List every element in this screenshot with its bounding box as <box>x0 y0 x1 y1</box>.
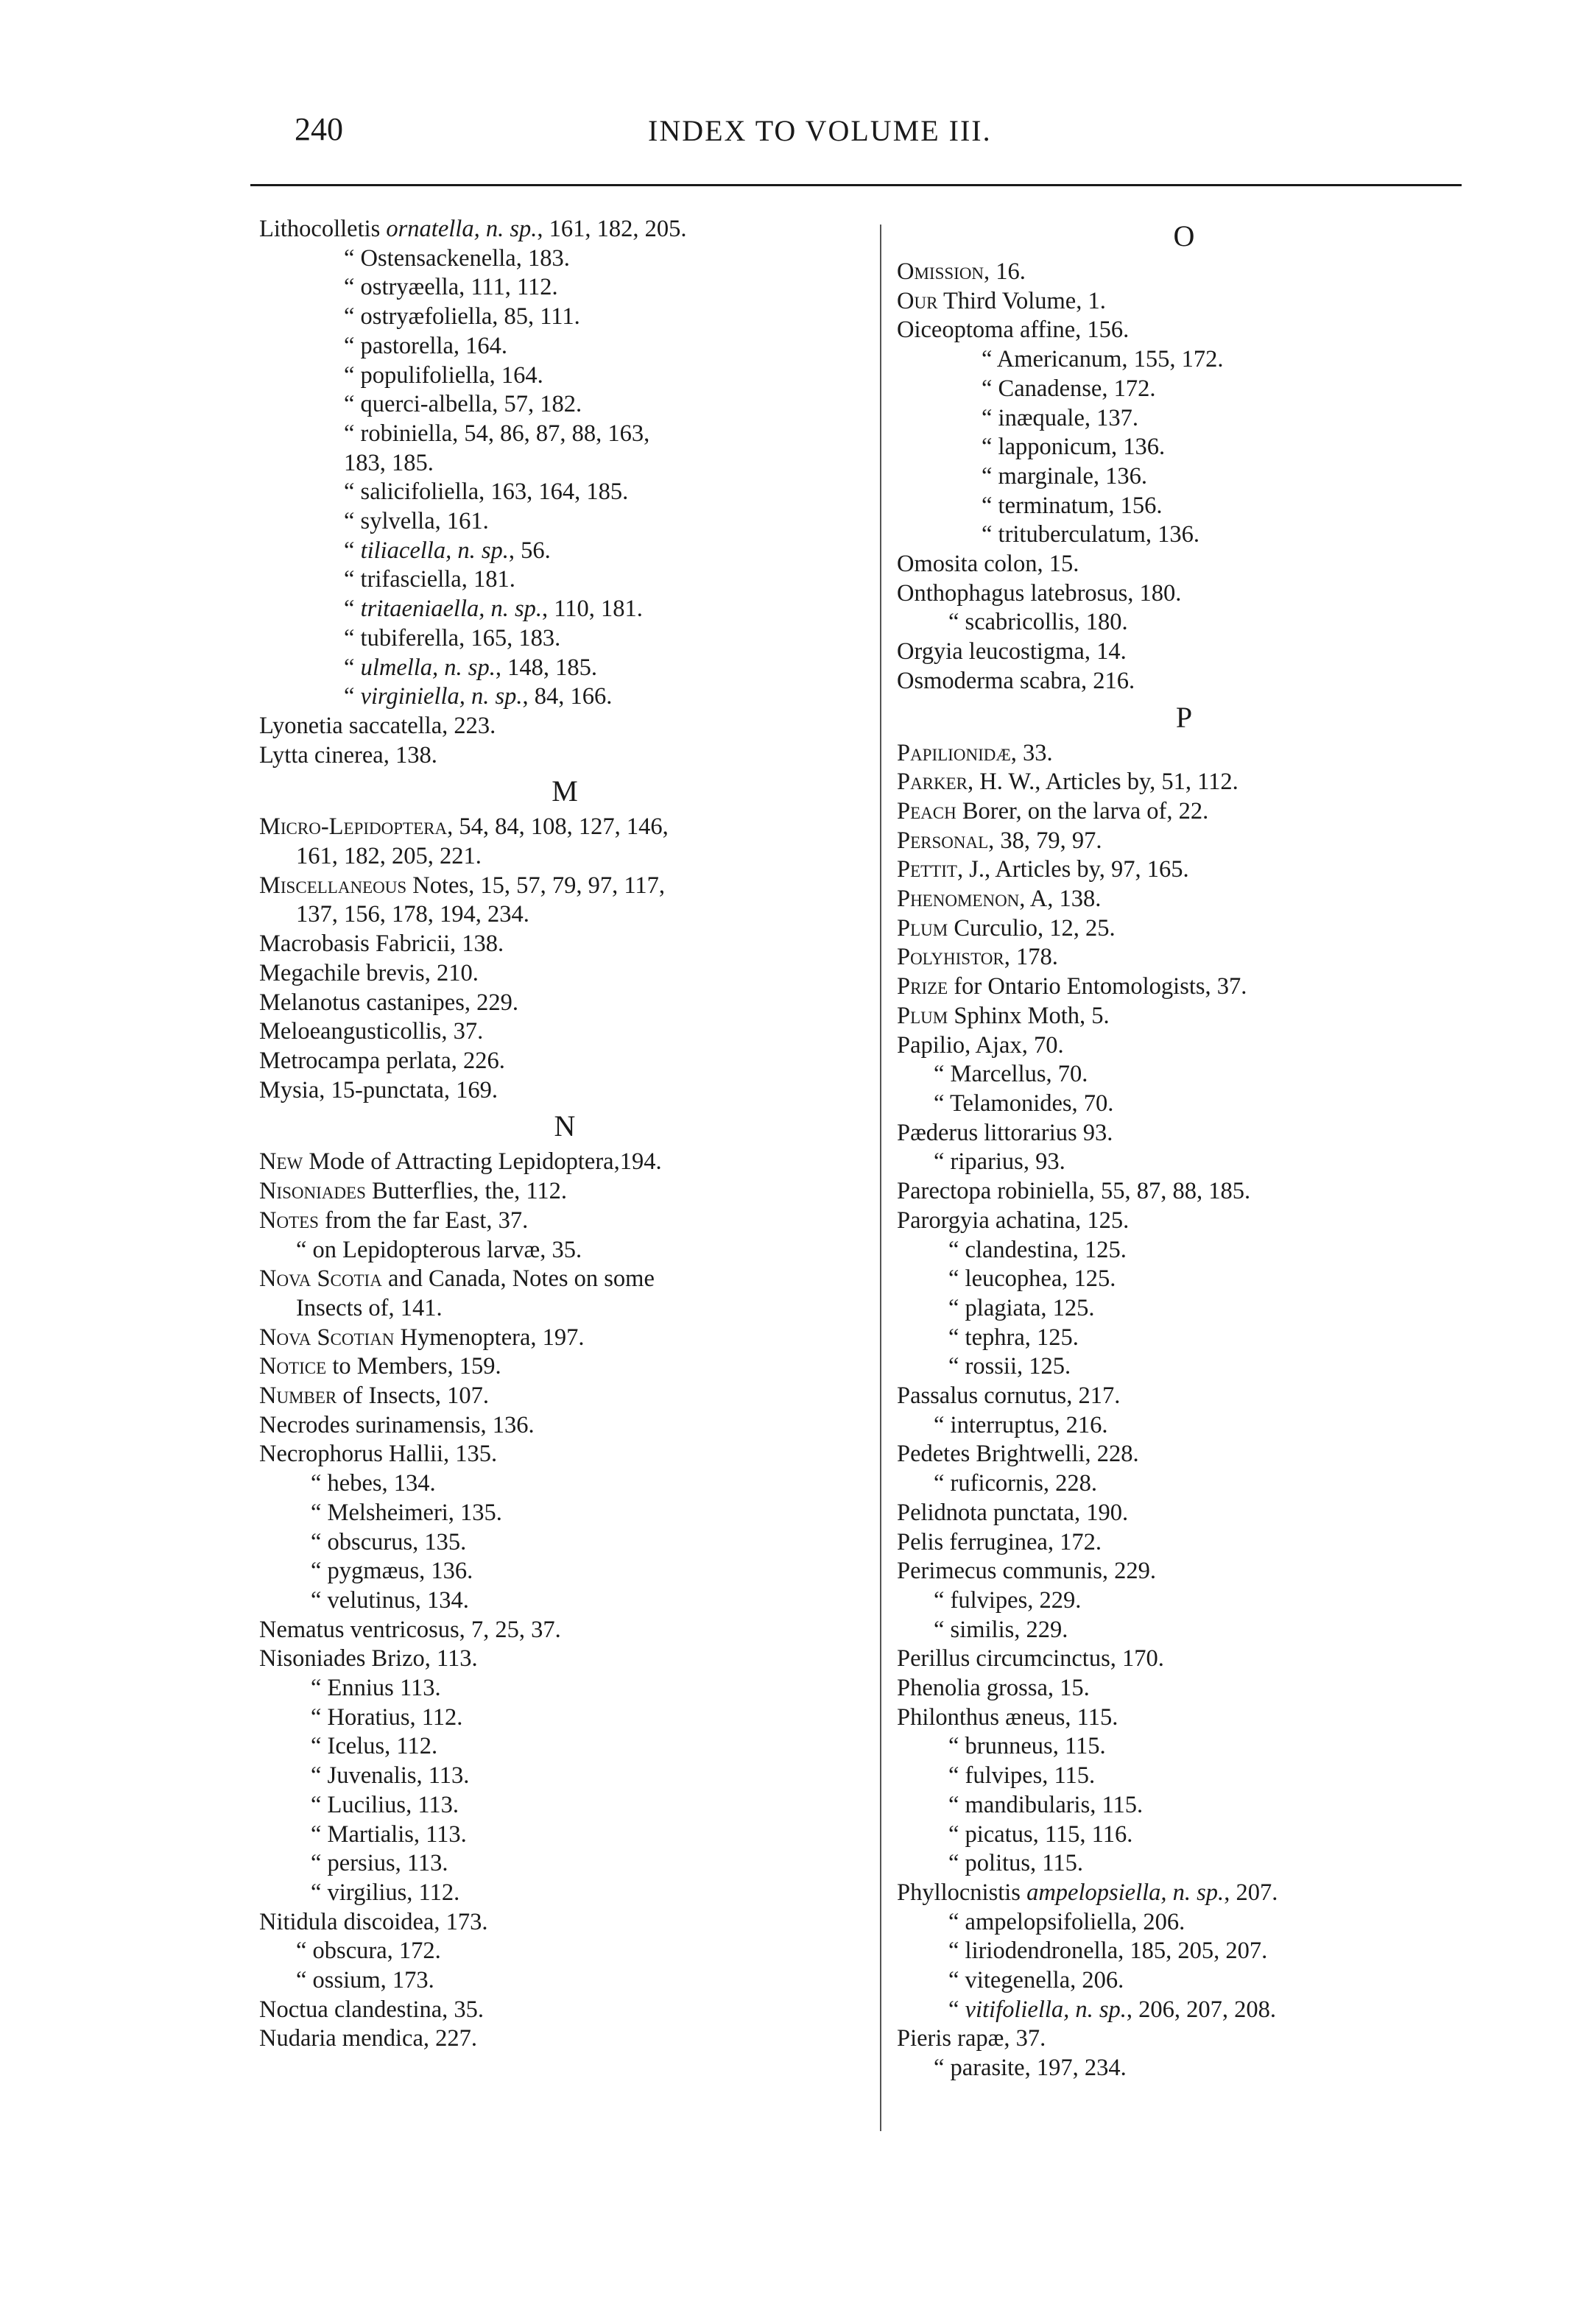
index-entry-text: “ sylvella, 161. <box>344 508 489 535</box>
index-entry <box>897 258 1471 287</box>
index-entry <box>259 1324 870 1353</box>
index-entry <box>259 1177 870 1207</box>
index-entry-text: “ similis, 229. <box>934 1616 1068 1643</box>
index-entry-text: , 178. <box>1004 944 1058 971</box>
index-entry <box>897 1528 1471 1558</box>
index-entry <box>259 1791 870 1820</box>
index-entry <box>259 478 870 507</box>
index-entry-text: “ tephra, 125. <box>948 1324 1079 1351</box>
index-entry <box>897 462 1471 492</box>
index-entry <box>259 682 870 712</box>
index-entry <box>897 1703 1471 1733</box>
index-entry <box>259 959 870 989</box>
index-entry-text: Lyonetia saccatella, 223. <box>259 712 496 739</box>
index-entry-text: “ fulvipes, 229. <box>934 1586 1082 1614</box>
index-entry-text: Omission <box>897 258 984 285</box>
index-entry <box>897 433 1471 462</box>
index-entry <box>259 1732 870 1762</box>
index-entry <box>897 637 1471 667</box>
index-entry-text: New <box>259 1148 303 1176</box>
index-entry-text: , 207. <box>1224 1879 1278 1906</box>
index-entry-text: Nisoniades <box>259 1178 366 1205</box>
index-entry-text: “ ostryæfoliella, 85, 111. <box>344 303 580 331</box>
index-entry-text: “ <box>344 683 361 710</box>
index-entry-text: “ Martialis, 113. <box>311 1820 467 1848</box>
index-entry-text: Oiceoptoma affine, 156. <box>897 317 1130 344</box>
index-entry-text: “ parasite, 197, 234. <box>934 2055 1127 2082</box>
index-entry-text: Metrocampa perlata, 226. <box>259 1047 505 1074</box>
index-entry <box>897 550 1471 579</box>
index-entry-text: Curculio, 12, 25. <box>948 914 1116 942</box>
index-entry <box>259 813 870 842</box>
index-entry <box>259 1148 870 1177</box>
index-entry-text: “ trifasciella, 181. <box>344 566 515 593</box>
index-entry <box>897 1236 1471 1265</box>
index-entry <box>259 1236 870 1265</box>
index-entry <box>259 390 870 420</box>
index-entry-text: , 110, 181. <box>542 596 643 623</box>
index-entry-text: , 148, 185. <box>495 654 597 681</box>
index-entry-text: Hymenoptera, 197. <box>394 1324 585 1351</box>
index-entry-text: , H. W., Articles by, 51, 112. <box>968 769 1239 796</box>
index-entry <box>897 1966 1471 1996</box>
index-entry-text: “ leucophea, 125. <box>948 1265 1116 1293</box>
index-letter-heading: M <box>552 774 578 808</box>
index-entry-text: “ marginale, 136. <box>982 462 1148 490</box>
index-entry-text: Pelidnota punctata, 190. <box>897 1499 1129 1526</box>
index-entry <box>259 741 870 771</box>
index-entry <box>259 872 870 901</box>
index-entry-text: Osmoderma scabra, 216. <box>897 667 1135 694</box>
index-entry <box>259 537 870 566</box>
index-entry <box>259 1674 870 1703</box>
index-entry-text: Phenomenon <box>897 886 1020 913</box>
index-letter-heading: O <box>1173 219 1195 252</box>
index-entry-text: Nitidula discoidea, 173. <box>259 1908 488 1935</box>
index-entry <box>897 914 1471 944</box>
index-entry-text: Passalus cornutus, 217. <box>897 1382 1121 1410</box>
index-entry-text: “ lapponicum, 136. <box>982 434 1166 461</box>
index-entry <box>897 1762 1471 1791</box>
index-entry-text: Parectopa robiniella, 55, 87, 88, 185. <box>897 1178 1251 1205</box>
index-entry-text: “ Juvenalis, 113. <box>311 1762 470 1790</box>
index-entry-text: “ on Lepidopterous larvæ, 35. <box>296 1236 582 1263</box>
index-entry-text: Phyllocnistis <box>897 1879 1027 1906</box>
index-entry <box>897 1879 1471 1908</box>
index-entry <box>897 1265 1471 1294</box>
index-entry <box>259 595 870 624</box>
index-entry <box>259 1879 870 1908</box>
index-entry <box>259 1820 870 1850</box>
index-entry-text: Perillus circumcinctus, 170. <box>897 1645 1164 1673</box>
index-entry-text: Plum <box>897 1002 948 1029</box>
index-entry-text: Notes <box>259 1207 319 1234</box>
index-entry-text: 161, 182, 205, 221. <box>296 843 482 870</box>
index-entry <box>897 1207 1471 1236</box>
index-entry <box>897 972 1471 1002</box>
index-entry-text: ulmella, n. sp. <box>360 654 496 681</box>
index-entry-text: Megachile brevis, 210. <box>259 959 479 986</box>
index-entry <box>259 1047 870 1076</box>
index-entry <box>259 900 870 930</box>
index-entry <box>897 345 1471 375</box>
index-entry-text: , 206, 207, 208. <box>1126 1996 1277 2023</box>
index-entry <box>897 2054 1471 2083</box>
index-entry <box>259 244 870 274</box>
index-entry <box>897 1440 1471 1469</box>
index-entry <box>897 1674 1471 1703</box>
index-entry-text: Meloeangusticollis, 37. <box>259 1018 484 1045</box>
index-entry-text: , 84, 166. <box>522 683 613 710</box>
index-entry <box>897 768 1471 797</box>
index-entry <box>259 1017 870 1047</box>
index-entry <box>259 1499 870 1528</box>
index-entry-text: “ picatus, 115, 116. <box>948 1820 1133 1848</box>
index-entry <box>259 1352 870 1382</box>
index-entry-text: Pedetes Brightwelli, 228. <box>897 1441 1139 1468</box>
index-entry <box>897 375 1471 404</box>
index-entry <box>897 1177 1471 1207</box>
index-entry <box>897 1089 1471 1119</box>
index-entry-text: Peach <box>897 797 956 824</box>
index-entry-text: “ velutinus, 134. <box>311 1586 469 1614</box>
index-entry-text: Plum <box>897 914 948 942</box>
index-entry-text: “ <box>344 596 361 623</box>
index-entry-text: Noctua clandestina, 35. <box>259 1996 485 2023</box>
index-entry <box>897 287 1471 317</box>
index-entry <box>897 1557 1471 1586</box>
index-entry-text: “ Melsheimeri, 135. <box>311 1499 502 1526</box>
index-entry-text: Phenolia grossa, 15. <box>897 1675 1090 1702</box>
index-entry <box>259 1937 870 1966</box>
index-entry <box>259 1703 870 1733</box>
index-entry <box>897 1645 1471 1674</box>
index-entry <box>259 842 870 872</box>
running-title: INDEX TO VOLUME III. <box>648 114 992 147</box>
index-entry-text: “ persius, 113. <box>311 1850 448 1877</box>
index-entry <box>259 624 870 654</box>
index-entry-text: “ obscurus, 135. <box>311 1528 467 1555</box>
index-entry-text: “ vitegenella, 206. <box>948 1967 1124 1994</box>
index-entry-text: “ plagiata, 125. <box>948 1294 1095 1321</box>
index-entry-text: Micro-Lepidoptera <box>259 813 448 841</box>
index-entry-text: Lytta cinerea, 138. <box>259 741 437 769</box>
index-entry-text: “ Icelus, 112. <box>311 1733 438 1760</box>
index-entry <box>259 1762 870 1791</box>
index-entry <box>897 739 1471 769</box>
index-entry-text: virginiella, n. sp. <box>360 683 523 710</box>
index-entry <box>897 797 1471 827</box>
index-entry-text: “ liriodendronella, 185, 205, 207. <box>948 1938 1268 1965</box>
index-entry-text: Mode of Attracting Lepidoptera,194. <box>303 1148 662 1176</box>
index-entry-text: Notes, 15, 57, 79, 97, 117, <box>406 872 665 899</box>
index-entry <box>259 1528 870 1558</box>
index-entry-text: “ tubiferella, 165, 183. <box>344 624 561 651</box>
index-entry <box>259 420 870 449</box>
index-entry <box>259 332 870 361</box>
index-entry-text: Nisoniades Brizo, 113. <box>259 1645 478 1673</box>
index-entry <box>897 1820 1471 1850</box>
index-entry-text: Prize <box>897 973 948 1000</box>
index-entry-text: Papilio, Ajax, 70. <box>897 1031 1064 1059</box>
index-entry-text: , 38, 79, 97. <box>988 827 1102 854</box>
index-entry <box>259 1996 870 2025</box>
page-header <box>0 110 1589 155</box>
index-entry-text: Nova Scotia <box>259 1265 382 1293</box>
index-entry <box>259 1645 870 1674</box>
header-rule <box>250 184 1462 186</box>
index-entry-text: Perimecus communis, 229. <box>897 1558 1157 1585</box>
index-entry <box>897 885 1471 914</box>
index-entry-text: tritaeniaella, n. sp. <box>360 596 543 623</box>
index-entry-text: Macrobasis Fabricii, 138. <box>259 930 504 958</box>
index-letter-heading: P <box>1175 700 1193 734</box>
index-entry-text: Papilionidæ <box>897 739 1011 766</box>
index-entry-text: Borer, on the larva of, 22. <box>956 797 1209 824</box>
index-entry <box>897 1294 1471 1324</box>
index-entry-text: for Ontario Entomologists, 37. <box>948 973 1247 1000</box>
index-entry <box>259 1076 870 1106</box>
index-entry-text: Pettit <box>897 856 957 883</box>
index-entry-text: Insects of, 141. <box>296 1294 443 1321</box>
index-entry-text: “ ostryæella, 111, 112. <box>344 274 558 301</box>
index-entry-text: , A, 138. <box>1019 886 1102 913</box>
index-entry-text: Parker <box>897 769 968 796</box>
index-entry-text: “ pygmæus, 136. <box>311 1558 473 1585</box>
index-entry <box>259 1849 870 1879</box>
index-entry-text: Sphinx Moth, 5. <box>948 1002 1110 1029</box>
index-entry-text: “ ossium, 173. <box>296 1967 434 1994</box>
index-entry-text: Third Volume, 1. <box>937 287 1106 314</box>
index-entry <box>259 712 870 741</box>
index-entry-text: Butterflies, the, 112. <box>365 1178 568 1205</box>
index-entry <box>259 507 870 537</box>
index-entry <box>897 316 1471 345</box>
index-entry-text: and Canada, Notes on some <box>381 1265 655 1293</box>
index-entry-text: Parorgyia achatina, 125. <box>897 1207 1130 1234</box>
index-entry <box>259 215 870 244</box>
index-entry <box>897 943 1471 972</box>
index-entry-text: “ ruficornis, 228. <box>934 1470 1098 1497</box>
index-entry-text: ornatella, n. sp. <box>386 216 538 242</box>
index-entry-text: “ scabricollis, 180. <box>948 609 1128 636</box>
index-entry <box>259 1382 870 1411</box>
index-entry-text: , 161, 182, 205. <box>537 216 687 242</box>
index-entry <box>897 1499 1471 1528</box>
index-entry-text: Necrodes surinamensis, 136. <box>259 1411 535 1438</box>
index-entry-text: “ Ennius 113. <box>311 1675 441 1702</box>
index-entry-text: “ mandibularis, 115. <box>948 1791 1144 1818</box>
index-entry-text: “ riparius, 93. <box>934 1148 1065 1176</box>
index-entry-text: ampelopsiella, n. sp. <box>1026 1879 1225 1906</box>
index-entry-text: “ interruptus, 216. <box>934 1411 1108 1438</box>
index-entry <box>897 1031 1471 1061</box>
index-entry <box>897 1469 1471 1499</box>
index-entry-text: to Members, 159. <box>326 1353 501 1380</box>
index-entry <box>259 273 870 303</box>
index-entry <box>897 667 1471 696</box>
index-entry-text: , 54, 84, 108, 127, 146, <box>447 813 669 841</box>
index-entry-text: Lithocolletis <box>259 216 387 242</box>
index-entry-text: Pæderus littorarius 93. <box>897 1119 1113 1146</box>
index-entry <box>259 1616 870 1645</box>
index-entry <box>259 930 870 959</box>
index-entry <box>897 1002 1471 1031</box>
index-entry <box>897 855 1471 885</box>
index-entry-text: Nova Scotian <box>259 1324 395 1351</box>
index-entry <box>259 449 870 478</box>
index-entry-text: Philonthus æneus, 115. <box>897 1703 1118 1731</box>
index-entry-text: 137, 156, 178, 194, 234. <box>296 901 529 928</box>
index-entry-text: Miscellaneous <box>259 872 407 899</box>
index-entry <box>897 520 1471 550</box>
index-entry-text: , 16. <box>984 258 1026 285</box>
index-entry <box>897 1791 1471 1820</box>
index-entry-text: Necrophorus Hallii, 135. <box>259 1441 498 1468</box>
index-entry-text: 183, 185. <box>344 449 434 476</box>
index-entry <box>259 303 870 332</box>
index-entry <box>897 608 1471 637</box>
index-entry-text: “ <box>344 654 361 681</box>
index-entry <box>897 1324 1471 1353</box>
index-entry-text: Orgyia leucostigma, 14. <box>897 638 1127 665</box>
index-entry-text: “ salicifoliella, 163, 164, 185. <box>344 478 629 506</box>
index-entry <box>897 1908 1471 1938</box>
index-entry <box>897 1937 1471 1966</box>
index-entry <box>259 1908 870 1938</box>
index-entry-text: Our <box>897 287 938 314</box>
page-number: 240 <box>295 111 343 147</box>
index-entry-text: “ <box>948 1996 965 2023</box>
index-entry-text: Mysia, 15-punctata, 169. <box>259 1076 498 1103</box>
index-entry-text: “ clandestina, 125. <box>948 1236 1127 1263</box>
index-entry-text: “ Horatius, 112. <box>311 1703 463 1731</box>
index-entry-text: “ inæquale, 137. <box>982 404 1139 431</box>
index-entry-text: tiliacella, n. sp. <box>360 537 509 564</box>
index-entry <box>897 492 1471 521</box>
index-entry <box>259 1966 870 1996</box>
index-entry <box>259 1586 870 1616</box>
index-entry-text: “ querci-albella, 57, 182. <box>344 391 582 418</box>
column-divider <box>880 225 881 2131</box>
index-entry-text: “ rossii, 125. <box>948 1353 1071 1380</box>
index-entry-text: Melanotus castanipes, 229. <box>259 989 519 1016</box>
index-entry-text: from the far East, 37. <box>318 1207 529 1234</box>
index-entry-text: Pieris rapæ, 37. <box>897 2025 1046 2052</box>
index-entry-text: “ trituberculatum, 136. <box>982 521 1200 548</box>
index-entry <box>259 1294 870 1324</box>
index-entry <box>897 1996 1471 2025</box>
index-entry-text: Nematus ventricosus, 7, 25, 37. <box>259 1616 561 1643</box>
index-entry <box>897 1411 1471 1441</box>
index-entry-text: “ pastorella, 164. <box>344 332 508 359</box>
index-entry-text: Number <box>259 1382 337 1410</box>
index-entry-text: “ fulvipes, 115. <box>948 1762 1096 1790</box>
index-entry <box>259 1557 870 1586</box>
index-entry <box>897 579 1471 609</box>
index-entry-text: “ <box>344 537 361 564</box>
index-entry <box>259 1265 870 1294</box>
index-entry-text: Notice <box>259 1353 327 1380</box>
index-letter-heading: N <box>554 1109 576 1143</box>
index-entry-text: “ Ostensackenella, 183. <box>344 244 570 272</box>
index-entry <box>259 989 870 1018</box>
index-entry-text: “ populifoliella, 164. <box>344 361 543 389</box>
index-entry <box>897 1119 1471 1148</box>
index-entry-text: “ politus, 115. <box>948 1850 1083 1877</box>
index-entry-text: , J., Articles by, 97, 165. <box>956 856 1189 883</box>
index-column-right <box>897 215 1471 2083</box>
index-entry <box>259 1440 870 1469</box>
index-entry <box>259 361 870 391</box>
index-entry <box>259 1207 870 1236</box>
index-entry-text: “ hebes, 134. <box>311 1470 436 1497</box>
index-entry-text: “ Telamonides, 70. <box>934 1089 1114 1117</box>
index-entry <box>897 1616 1471 1645</box>
index-entry <box>897 1352 1471 1382</box>
index-entry <box>897 827 1471 856</box>
index-entry <box>259 654 870 683</box>
index-entry-text: Polyhistor <box>897 944 1004 971</box>
index-entry <box>259 2024 870 2054</box>
index-entry-text: , 56. <box>508 537 551 564</box>
index-entry-text: , 33. <box>1010 739 1053 766</box>
index-entry-text: Onthophagus latebrosus, 180. <box>897 579 1182 607</box>
index-entry-text: “ Canadense, 172. <box>982 375 1156 402</box>
index-entry-text: of Insects, 107. <box>337 1382 489 1410</box>
index-column-left <box>259 215 870 2054</box>
index-entry-text: “ Marcellus, 70. <box>934 1061 1088 1088</box>
index-entry <box>259 565 870 595</box>
index-entry-text: vitifoliella, n. sp. <box>965 1996 1127 2023</box>
index-entry-text: Nudaria mendica, 227. <box>259 2025 478 2052</box>
index-entry <box>897 1732 1471 1762</box>
index-entry-text: “ brunneus, 115. <box>948 1733 1106 1760</box>
index-entry <box>259 1469 870 1499</box>
index-entry-text: “ Americanum, 155, 172. <box>982 346 1224 373</box>
index-entry <box>259 1411 870 1441</box>
index-entry-text: Personal <box>897 827 989 854</box>
index-entry-text: Pelis ferruginea, 172. <box>897 1528 1102 1555</box>
index-entry-text: “ robiniella, 54, 86, 87, 88, 163, <box>344 420 650 447</box>
index-entry <box>897 1148 1471 1177</box>
index-entry <box>897 1382 1471 1411</box>
index-entry-text: Omosita colon, 15. <box>897 551 1079 578</box>
index-entry-text: “ terminatum, 156. <box>982 492 1163 519</box>
index-entry <box>897 404 1471 434</box>
index-entry-text: “ Lucilius, 113. <box>311 1791 459 1818</box>
index-entry-text: “ virgilius, 112. <box>311 1879 460 1906</box>
index-entry <box>897 2024 1471 2054</box>
index-entry <box>897 1849 1471 1879</box>
index-entry-text: “ obscura, 172. <box>296 1938 441 1965</box>
index-entry <box>897 1586 1471 1616</box>
index-entry <box>897 1060 1471 1089</box>
index-entry-text: “ ampelopsifoliella, 206. <box>948 1908 1185 1935</box>
